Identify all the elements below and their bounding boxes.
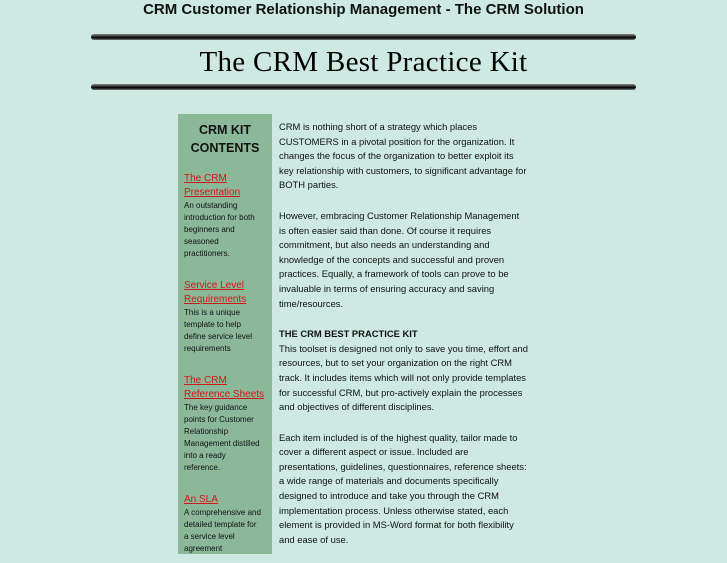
- text-line: implementation process. Unless otherwise stated, each: [279, 504, 509, 516]
- text-line: and ease of use.: [279, 533, 349, 545]
- kit-desc-line: A comprehensive and: [184, 508, 261, 517]
- kit-link-line: Service Level: [184, 280, 245, 291]
- kit-link-line: The CRM: [184, 173, 227, 184]
- sidebar-heading-line2: CONTENTS: [190, 141, 260, 155]
- kit-link-line: Requirements: [184, 294, 247, 305]
- kit-link-crm-presentation[interactable]: [184, 172, 268, 200]
- kit-link-line: An SLA: [184, 494, 218, 505]
- kit-item-service-level-requirements: [178, 279, 272, 355]
- text-line: However, embracing Customer Relationship Management: [279, 209, 520, 221]
- intro-paragraph: [279, 120, 547, 193]
- text-line: a wide range of materials and documents specifically: [279, 475, 499, 487]
- toolset-paragraph: [279, 342, 547, 415]
- embracing-paragraph: [279, 209, 547, 311]
- kit-desc-line: into a ready: [184, 451, 226, 460]
- kit-desc-line: points for Customer: [184, 415, 254, 424]
- kit-desc-line: requirements: [184, 344, 231, 353]
- text-line: element is provided in MS-Word format for both flexibility: [279, 519, 514, 531]
- text-line: CUSTOMERS in a pivotal position for the organization. It: [279, 135, 515, 147]
- banner-top-rule: [91, 34, 636, 40]
- text-line: changes the focus of the organization to better exploit its: [279, 150, 514, 162]
- kit-desc-line: define service level: [184, 332, 253, 341]
- kit-link-an-sla[interactable]: [184, 493, 268, 507]
- text-line: This toolset is designed not only to save you time, effort and: [279, 342, 528, 354]
- text-line: key relationship with customers, to significant advantage for: [279, 164, 527, 176]
- site-title: CRM Customer Relationship Management - The CRM Solution: [143, 1, 584, 18]
- kit-link-service-level-requirements[interactable]: [184, 279, 268, 307]
- text-line: BOTH parties.: [279, 179, 339, 191]
- sidebar-heading: [178, 121, 272, 157]
- kit-link-line: Reference Sheets: [184, 389, 265, 400]
- sidebar-heading-line1: CRM KIT: [198, 123, 252, 137]
- text-line: CRM is nothing short of a strategy which places: [279, 121, 478, 132]
- kit-desc-line: This is a unique: [184, 308, 241, 317]
- text-line: presentations, guidelines, questionnaires, reference sheets:: [279, 460, 527, 472]
- banner-title: The CRM Best Practice Kit: [199, 46, 528, 78]
- text-line: for successful CRM, but pro-actively explain the processes: [279, 386, 523, 398]
- kit-desc-line: Management distilled: [184, 439, 260, 448]
- kit-desc-line: a service level: [184, 532, 235, 541]
- main-content: [279, 120, 547, 563]
- kit-section-heading: THE CRM BEST PRACTICE KIT: [279, 328, 418, 340]
- kit-link-line: The CRM: [184, 375, 227, 386]
- banner-bottom-rule: [91, 84, 636, 90]
- text-line: and objectives of different disciplines.: [279, 401, 435, 413]
- kit-desc-line: agreement: [184, 544, 223, 553]
- kit-desc-line: introduction for both: [184, 213, 255, 222]
- text-line: cover a different aspect or issue. Included are: [279, 446, 469, 458]
- kit-desc-line: The key guidance: [184, 403, 248, 412]
- kit-desc-line: reference.: [184, 463, 221, 472]
- kit-item-crm-presentation: [178, 172, 272, 260]
- kit-contents-sidebar: [178, 114, 272, 554]
- kit-desc-line: An outstanding: [184, 201, 238, 210]
- text-line: Each item included is of the highest quality, tailor made to: [279, 431, 518, 443]
- kit-desc-line: beginners and: [184, 225, 235, 234]
- kit-desc-line: Relationship: [184, 427, 229, 436]
- items-paragraph: [279, 431, 547, 548]
- text-line: knowledge of the concepts and successful and proven: [279, 253, 505, 265]
- text-line: time/resources.: [279, 297, 344, 309]
- text-line: is often easier said than done. Of course it requires: [279, 224, 492, 236]
- text-line: designed to introduce and take you through the CRM: [279, 490, 499, 502]
- text-line: track. It includes items which will not only provide templates: [279, 371, 526, 383]
- kit-desc-line: detailed template for: [184, 520, 257, 529]
- text-line: invaluable in terms of ensuring accuracy and saving: [279, 282, 495, 294]
- kit-desc-line: seasoned: [184, 237, 219, 246]
- text-line: commitment, but also needs an understanding and: [279, 239, 490, 251]
- kit-desc-line: template to help: [184, 320, 241, 329]
- text-line: resources, but to set your organization on the right CRM: [279, 357, 512, 369]
- kit-link-line: Presentation: [184, 187, 241, 198]
- kit-item-crm-reference-sheets: [178, 374, 272, 474]
- kit-link-crm-reference-sheets[interactable]: [184, 374, 268, 402]
- text-line: practices. Equally, a framework of tools can prove to be: [279, 268, 509, 280]
- kit-desc-line: practitioners.: [184, 249, 230, 258]
- banner: [91, 34, 636, 91]
